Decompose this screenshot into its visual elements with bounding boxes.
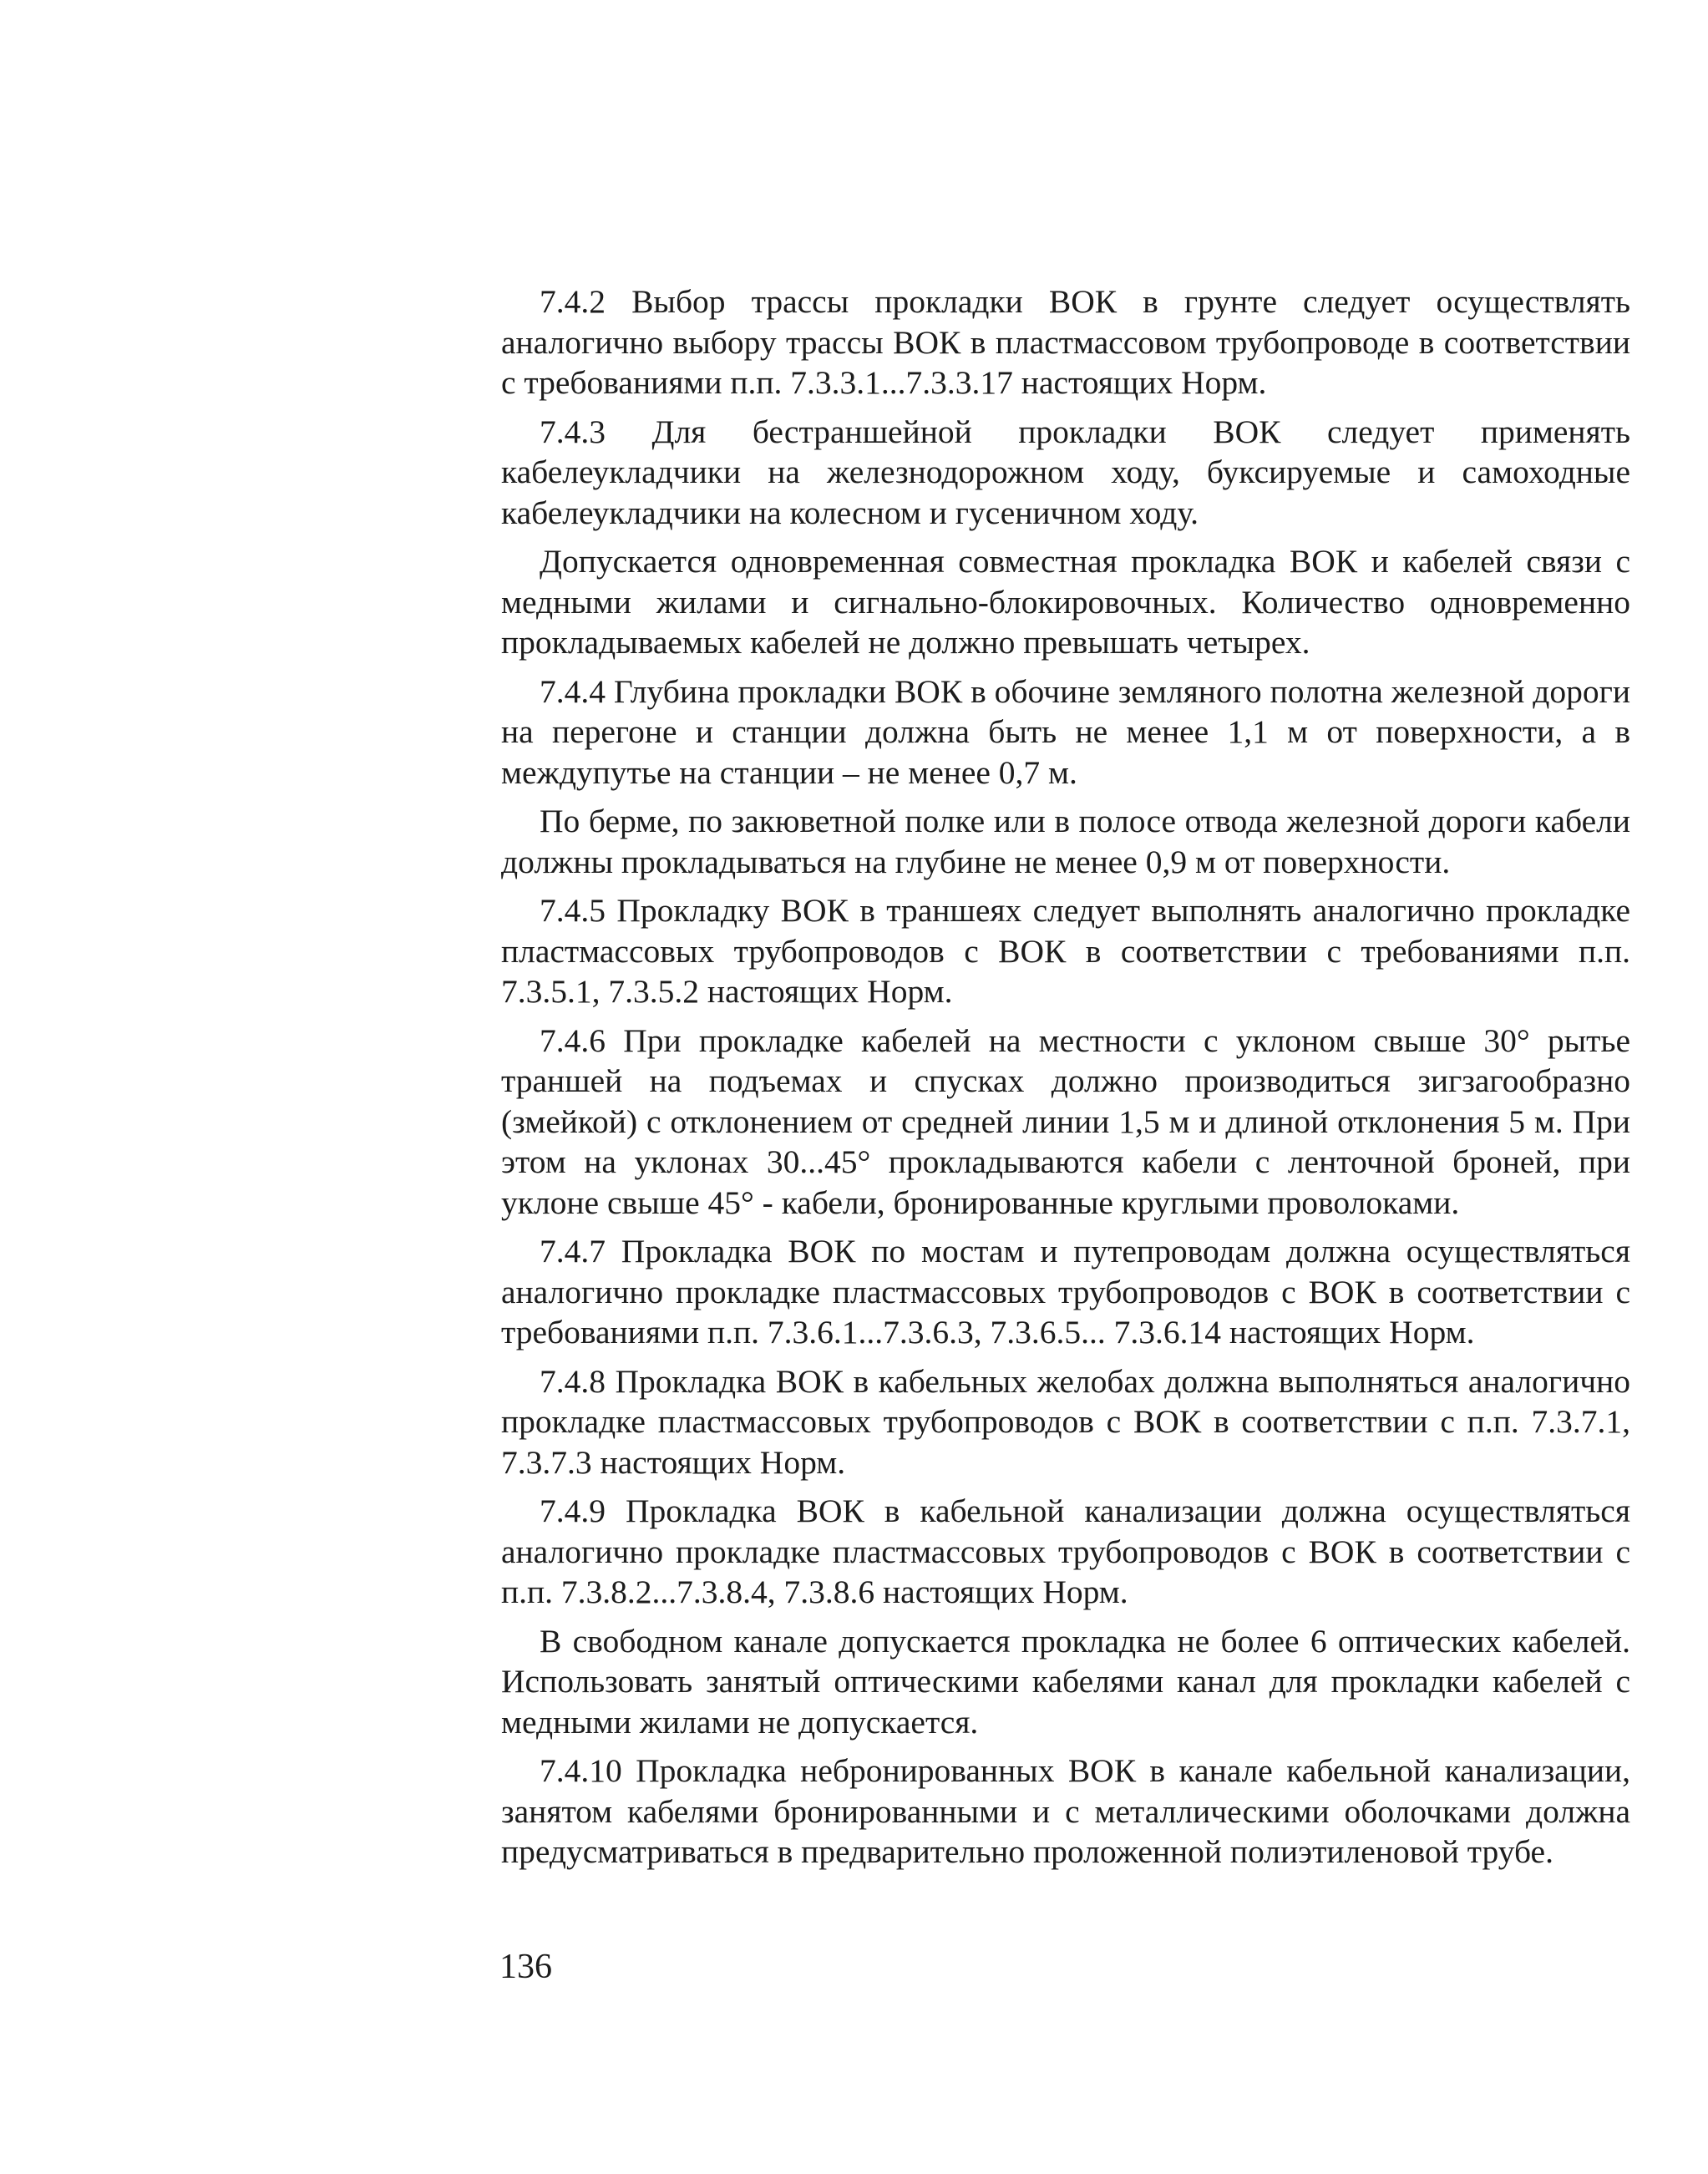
page-number: 136 bbox=[499, 1948, 552, 1986]
paragraph-7-4-6: 7.4.6 При прокладке кабелей на местности с уклоном свыше 30° рытье траншей на подъемах и спусках должно производиться зигзагообразно (змейкой) с отклонением от средней линии 1,5 м и длиной отклонения 5 м. При этом на уклонах 30...45° прокладываются кабели с ленточной броней, при уклоне свыше 45° - кабели, бронированные круглыми проволоками. bbox=[501, 1021, 1630, 1221]
paragraph-7-4-4: 7.4.4 Глубина прокладки ВОК в обочине земляного полотна железной дороги на перегоне и станции должна быть не менее 1,1 м от поверхности, а в междупутье на станции – не менее 0,7 м. bbox=[501, 672, 1630, 791]
paragraph-7-4-7: 7.4.7 Прокладка ВОК по мостам и путепроводам должна осуществляться аналогично прокладке пластмассовых трубопроводов с ВОК в соответствии с требованиями п.п. 7.3.6.1...7.3.6.3, 7.3.6.5... 7.3.6.14 настоящих Норм. bbox=[501, 1233, 1630, 1351]
paragraph-7-4-8: 7.4.8 Прокладка ВОК в кабельных желобах должна выполняться аналогично прокладке пластмассовых трубопроводов с ВОК в соответствии с п.п. 7.3.7.1, 7.3.7.3 настоящих Норм. bbox=[501, 1362, 1630, 1481]
paragraph-7-4-9: 7.4.9 Прокладка ВОК в кабельной канализации должна осуществляться аналогично прокладке пластмассовых трубопроводов с ВОК в соответствии с п.п. 7.3.8.2...7.3.8.4, 7.3.8.6 настоящих Норм. bbox=[501, 1492, 1630, 1610]
paragraph-7-4-10: 7.4.10 Прокладка небронированных ВОК в канале кабельной канализации, занятом кабелями бронированными и с металлическими оболочками должна предусматриваться в предварительно проложенной полиэтиленовой трубе. bbox=[501, 1752, 1630, 1870]
paragraph-free-channel: В свободном канале допускается прокладка не более 6 оптических кабелей. Использовать занятый оптическими кабелями канал для прокладки кабелей с медными жилами не допускается. bbox=[501, 1622, 1630, 1741]
paragraph-7-4-2: 7.4.2 Выбор трассы прокладки ВОК в грунте следует осуществлять аналогично выбору трассы ВОК в пластмассовом трубопроводе в соответствии с требованиями п.п. 7.3.3.1...7.3.3.17 настоящих Норм. bbox=[501, 283, 1630, 401]
paragraph-berm-depth: По берме, по закюветной полке или в полосе отвода железной дороги кабели должны прокладываться на глубине не менее 0,9 м от поверхности. bbox=[501, 803, 1630, 880]
paragraph-7-4-3: 7.4.3 Для бестраншейной прокладки ВОК следует применять кабелеукладчики на железнодорожном ходу, буксируемые и самоходные кабелеукладчики на колесном и гусеничном ходу. bbox=[501, 413, 1630, 531]
body-text bbox=[501, 281, 1630, 1881]
paragraph-joint-laying: Допускается одновременная совместная прокладка ВОК и кабелей связи с медными жилами и сигнально-блокировочных. Количество одновременно прокладываемых кабелей не должно превышать четырех. bbox=[501, 543, 1630, 661]
paragraph-7-4-5: 7.4.5 Прокладку ВОК в траншеях следует выполнять аналогично прокладке пластмассовых трубопроводов с ВОК в соответствии с требованиями п.п. 7.3.5.1, 7.3.5.2 настоящих Норм. bbox=[501, 892, 1630, 1010]
